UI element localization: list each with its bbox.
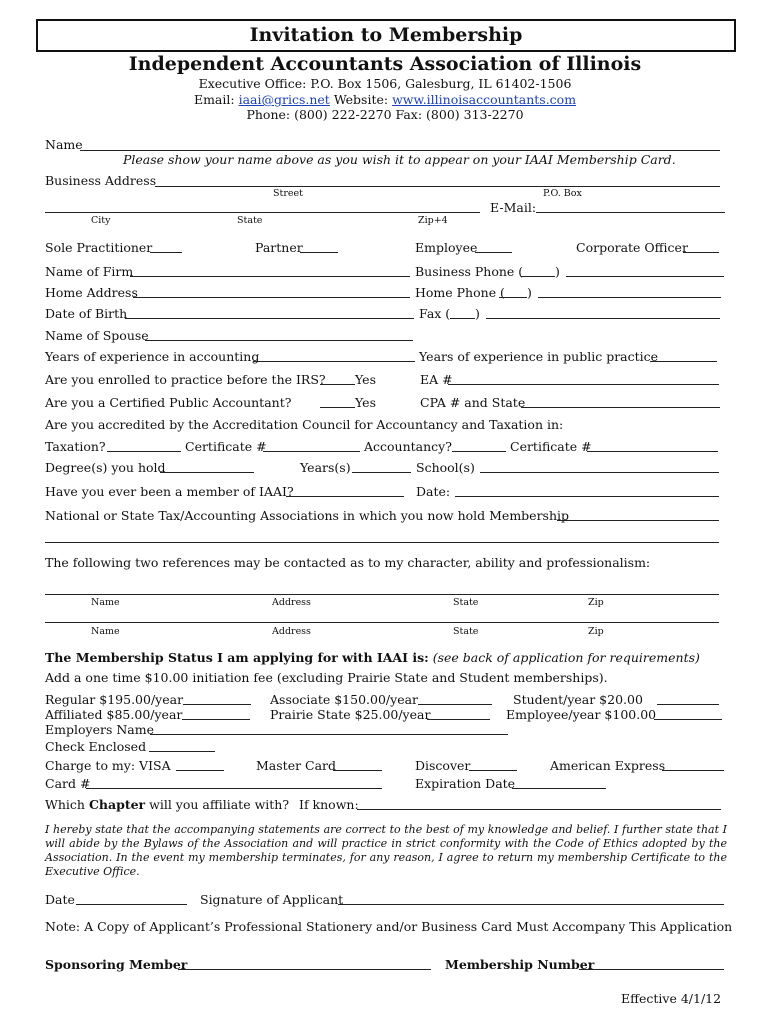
- member-question: Have you ever been a member of IAAI?: [45, 484, 294, 499]
- affiliated-input[interactable]: [182, 719, 250, 720]
- stationery-note: Note: A Copy of Applicant’s Professional Stationery and/or Business Card Must Accompany This Application: [45, 919, 733, 934]
- card-number-input[interactable]: [86, 788, 382, 789]
- accredited-question: Are you accredited by the Accreditation Council for Accountancy and Taxation in:: [45, 417, 564, 432]
- discover-input[interactable]: [469, 770, 517, 771]
- years-label: Years(s): [300, 460, 351, 475]
- ref2-state-caption: State: [453, 626, 479, 637]
- irs-yes-input[interactable]: [320, 384, 355, 385]
- paren: ): [475, 306, 480, 321]
- sole-practitioner-input[interactable]: [150, 252, 182, 253]
- contact-line: [0, 92, 770, 107]
- state-caption: State: [237, 215, 263, 226]
- corporate-officer-input[interactable]: [683, 252, 719, 253]
- associations-label: National or State Tax/Accounting Associations in which you now hold Membership: [45, 508, 570, 523]
- chapter-question: [45, 797, 289, 812]
- email-link[interactable]: iaai@grics.net: [238, 92, 330, 107]
- ref1-name-caption: Name: [91, 597, 120, 608]
- email-label: Email:: [193, 92, 235, 107]
- ea-input[interactable]: [448, 384, 719, 385]
- employers-name-input[interactable]: [150, 734, 508, 735]
- partner-label: Partner: [255, 240, 303, 255]
- signature-date-input[interactable]: [76, 904, 187, 905]
- certificate-label-2: Certificate #: [510, 439, 592, 454]
- ref2-zip-caption: Zip: [588, 626, 604, 637]
- ea-label: EA #: [420, 372, 453, 387]
- ref1-address-caption: Address: [272, 597, 311, 608]
- reference-2-input[interactable]: [45, 622, 719, 623]
- chapter-bold: Chapter: [88, 797, 146, 812]
- amex-label: American Express: [550, 758, 666, 773]
- visa-input[interactable]: [176, 770, 224, 771]
- if-known-label: If known:: [299, 797, 359, 812]
- status-italic: (see back of application for requirements): [432, 650, 700, 665]
- website-label: Website:: [333, 92, 389, 107]
- business-address-input[interactable]: [155, 186, 720, 187]
- name-input[interactable]: [80, 150, 720, 151]
- card-number-label: Card #: [45, 776, 91, 791]
- applicant-statement: I hereby state that the accompanying statements are correct to the best of my knowledge and belief. I further state that I will abide by the Bylaws of the Association and will practice in strict conformity with the Code of Ethics adopted by the Association. In the event my membership terminates, for any reason, I agree to return my membership Certificate to the Executive Office.: [45, 823, 727, 878]
- zip4-caption: Zip+4: [418, 215, 448, 226]
- degrees-label: Degree(s) you hold: [45, 460, 166, 475]
- chapter-post: will you affiliate with?: [149, 797, 290, 812]
- city-state-zip-input[interactable]: [45, 212, 480, 213]
- taxation-input[interactable]: [107, 451, 181, 452]
- employee-input[interactable]: [475, 252, 512, 253]
- sponsoring-member-label: Sponsoring Member: [45, 957, 188, 972]
- fax-label: Fax (: [419, 306, 451, 321]
- prairie-input[interactable]: [427, 719, 490, 720]
- cpa-question: Are you a Certified Public Accountant?: [45, 395, 292, 410]
- po-box-caption: P.O. Box: [543, 188, 582, 199]
- employee-member-label: Employee/year $100.00: [506, 707, 657, 722]
- signature-input[interactable]: [338, 904, 724, 905]
- paren: ): [555, 264, 560, 279]
- ref1-state-caption: State: [453, 597, 479, 608]
- taxation-label: Taxation?: [45, 439, 106, 454]
- street-caption: Street: [273, 188, 303, 199]
- phone-line: Phone: (800) 222-2270 Fax: (800) 313-2270: [246, 107, 524, 122]
- irs-yes-label: Yes: [355, 372, 376, 387]
- certificate-label: Certificate #: [185, 439, 267, 454]
- taxation-certificate-input[interactable]: [263, 451, 360, 452]
- title-box: [36, 19, 736, 52]
- reference-1-input[interactable]: [45, 594, 719, 595]
- student-label: Student/year $20.00: [513, 692, 643, 707]
- discover-label: Discover: [415, 758, 471, 773]
- home-phone-label: Home Phone (: [415, 285, 505, 300]
- home-address-label: Home Address: [45, 285, 138, 300]
- years-public-label: Years of experience in public practice: [419, 349, 659, 364]
- membership-status-heading: [45, 650, 700, 665]
- name-note: Please show your name above as you wish it to appear on your IAAI Membership Card.: [123, 152, 676, 167]
- check-enclosed-input[interactable]: [149, 751, 215, 752]
- expiration-label: Expiration Date: [415, 776, 516, 791]
- org-name: Independent Accountants Association of Illinois: [128, 53, 642, 75]
- dob-label: Date of Birth: [45, 306, 128, 321]
- associations-input-2[interactable]: [45, 542, 719, 543]
- sole-practitioner-label: Sole Practitioner: [45, 240, 153, 255]
- name-label: Name: [45, 137, 83, 152]
- cpa-state-input[interactable]: [521, 407, 720, 408]
- signature-date-label: Date: [45, 892, 75, 907]
- effective-date: Effective 4/1/12: [621, 991, 722, 1006]
- name-of-firm-input[interactable]: [130, 276, 410, 277]
- student-input[interactable]: [657, 704, 719, 705]
- business-address-label: Business Address: [45, 173, 157, 188]
- paren: ): [527, 285, 532, 300]
- spouse-input[interactable]: [145, 340, 413, 341]
- member-input[interactable]: [286, 496, 404, 497]
- check-enclosed-label: Check Enclosed: [45, 739, 147, 754]
- home-phone-area-input[interactable]: [499, 297, 527, 298]
- form-title: Invitation to Membership: [249, 24, 523, 46]
- degrees-input[interactable]: [160, 472, 254, 473]
- associate-input[interactable]: [418, 704, 492, 705]
- business-phone-input[interactable]: [566, 276, 724, 277]
- member-date-input[interactable]: [455, 496, 719, 497]
- accountancy-input[interactable]: [452, 451, 506, 452]
- business-phone-area-input[interactable]: [521, 276, 555, 277]
- email-field-label: E-Mail:: [490, 200, 537, 215]
- dob-input[interactable]: [125, 318, 414, 319]
- partner-input[interactable]: [300, 252, 338, 253]
- ref2-address-caption: Address: [272, 626, 311, 637]
- membership-number-input[interactable]: [579, 969, 724, 970]
- corporate-officer-label: Corporate Officer: [576, 240, 688, 255]
- chapter-input[interactable]: [357, 809, 721, 810]
- status-bold: The Membership Status I am applying for with IAAI is:: [45, 650, 429, 665]
- home-address-input[interactable]: [133, 297, 410, 298]
- member-date-label: Date:: [416, 484, 451, 499]
- schools-label: School(s): [416, 460, 475, 475]
- schools-input[interactable]: [480, 472, 719, 473]
- business-phone-label: Business Phone (: [415, 264, 524, 279]
- years-input[interactable]: [352, 472, 411, 473]
- affiliated-label: Affiliated $85.00/year: [45, 707, 183, 722]
- email-input[interactable]: [536, 212, 725, 213]
- chapter-pre: Which: [45, 797, 85, 812]
- name-of-firm-label: Name of Firm: [45, 264, 134, 279]
- employee-member-input[interactable]: [654, 719, 722, 720]
- employee-label: Employee: [415, 240, 478, 255]
- home-phone-input[interactable]: [538, 297, 721, 298]
- regular-input[interactable]: [183, 704, 251, 705]
- regular-label: Regular $195.00/year: [45, 692, 184, 707]
- cpa-yes-input[interactable]: [320, 407, 355, 408]
- initiation-fee: Add a one time $10.00 initiation fee (excluding Prairie State and Student memberships).: [45, 670, 608, 685]
- website-link[interactable]: www.illinoisaccountants.com: [392, 92, 577, 107]
- fax-input[interactable]: [486, 318, 720, 319]
- sponsoring-member-input[interactable]: [178, 969, 431, 970]
- amex-input[interactable]: [662, 770, 724, 771]
- fax-area-input[interactable]: [450, 318, 475, 319]
- cpa-state-label: CPA # and State: [420, 395, 526, 410]
- prairie-label: Prairie State $25.00/year: [270, 707, 431, 722]
- membership-number-label: Membership Number: [445, 957, 595, 972]
- references-intro: The following two references may be contacted as to my character, ability and professionalism:: [45, 555, 651, 570]
- years-accounting-input[interactable]: [253, 361, 415, 362]
- office-address: Executive Office: P.O. Box 1506, Galesburg, IL 61402-1506: [198, 76, 572, 91]
- city-caption: City: [91, 215, 111, 226]
- signature-label: Signature of Applicant: [200, 892, 344, 907]
- years-public-input[interactable]: [650, 361, 717, 362]
- associations-input[interactable]: [557, 520, 719, 521]
- charge-label: Charge to my: VISA: [45, 758, 171, 773]
- associate-label: Associate $150.00/year: [270, 692, 419, 707]
- spouse-label: Name of Spouse: [45, 328, 149, 343]
- master-card-label: Master Card: [256, 758, 337, 773]
- employers-name-label: Employers Name: [45, 722, 154, 737]
- ref2-name-caption: Name: [91, 626, 120, 637]
- ref1-zip-caption: Zip: [588, 597, 604, 608]
- irs-question: Are you enrolled to practice before the IRS?: [45, 372, 326, 387]
- years-accounting-label: Years of experience in accounting: [45, 349, 260, 364]
- accountancy-certificate-input[interactable]: [587, 451, 718, 452]
- cpa-yes-label: Yes: [355, 395, 376, 410]
- master-card-input[interactable]: [333, 770, 382, 771]
- expiration-input[interactable]: [512, 788, 606, 789]
- accountancy-label: Accountancy?: [364, 439, 452, 454]
